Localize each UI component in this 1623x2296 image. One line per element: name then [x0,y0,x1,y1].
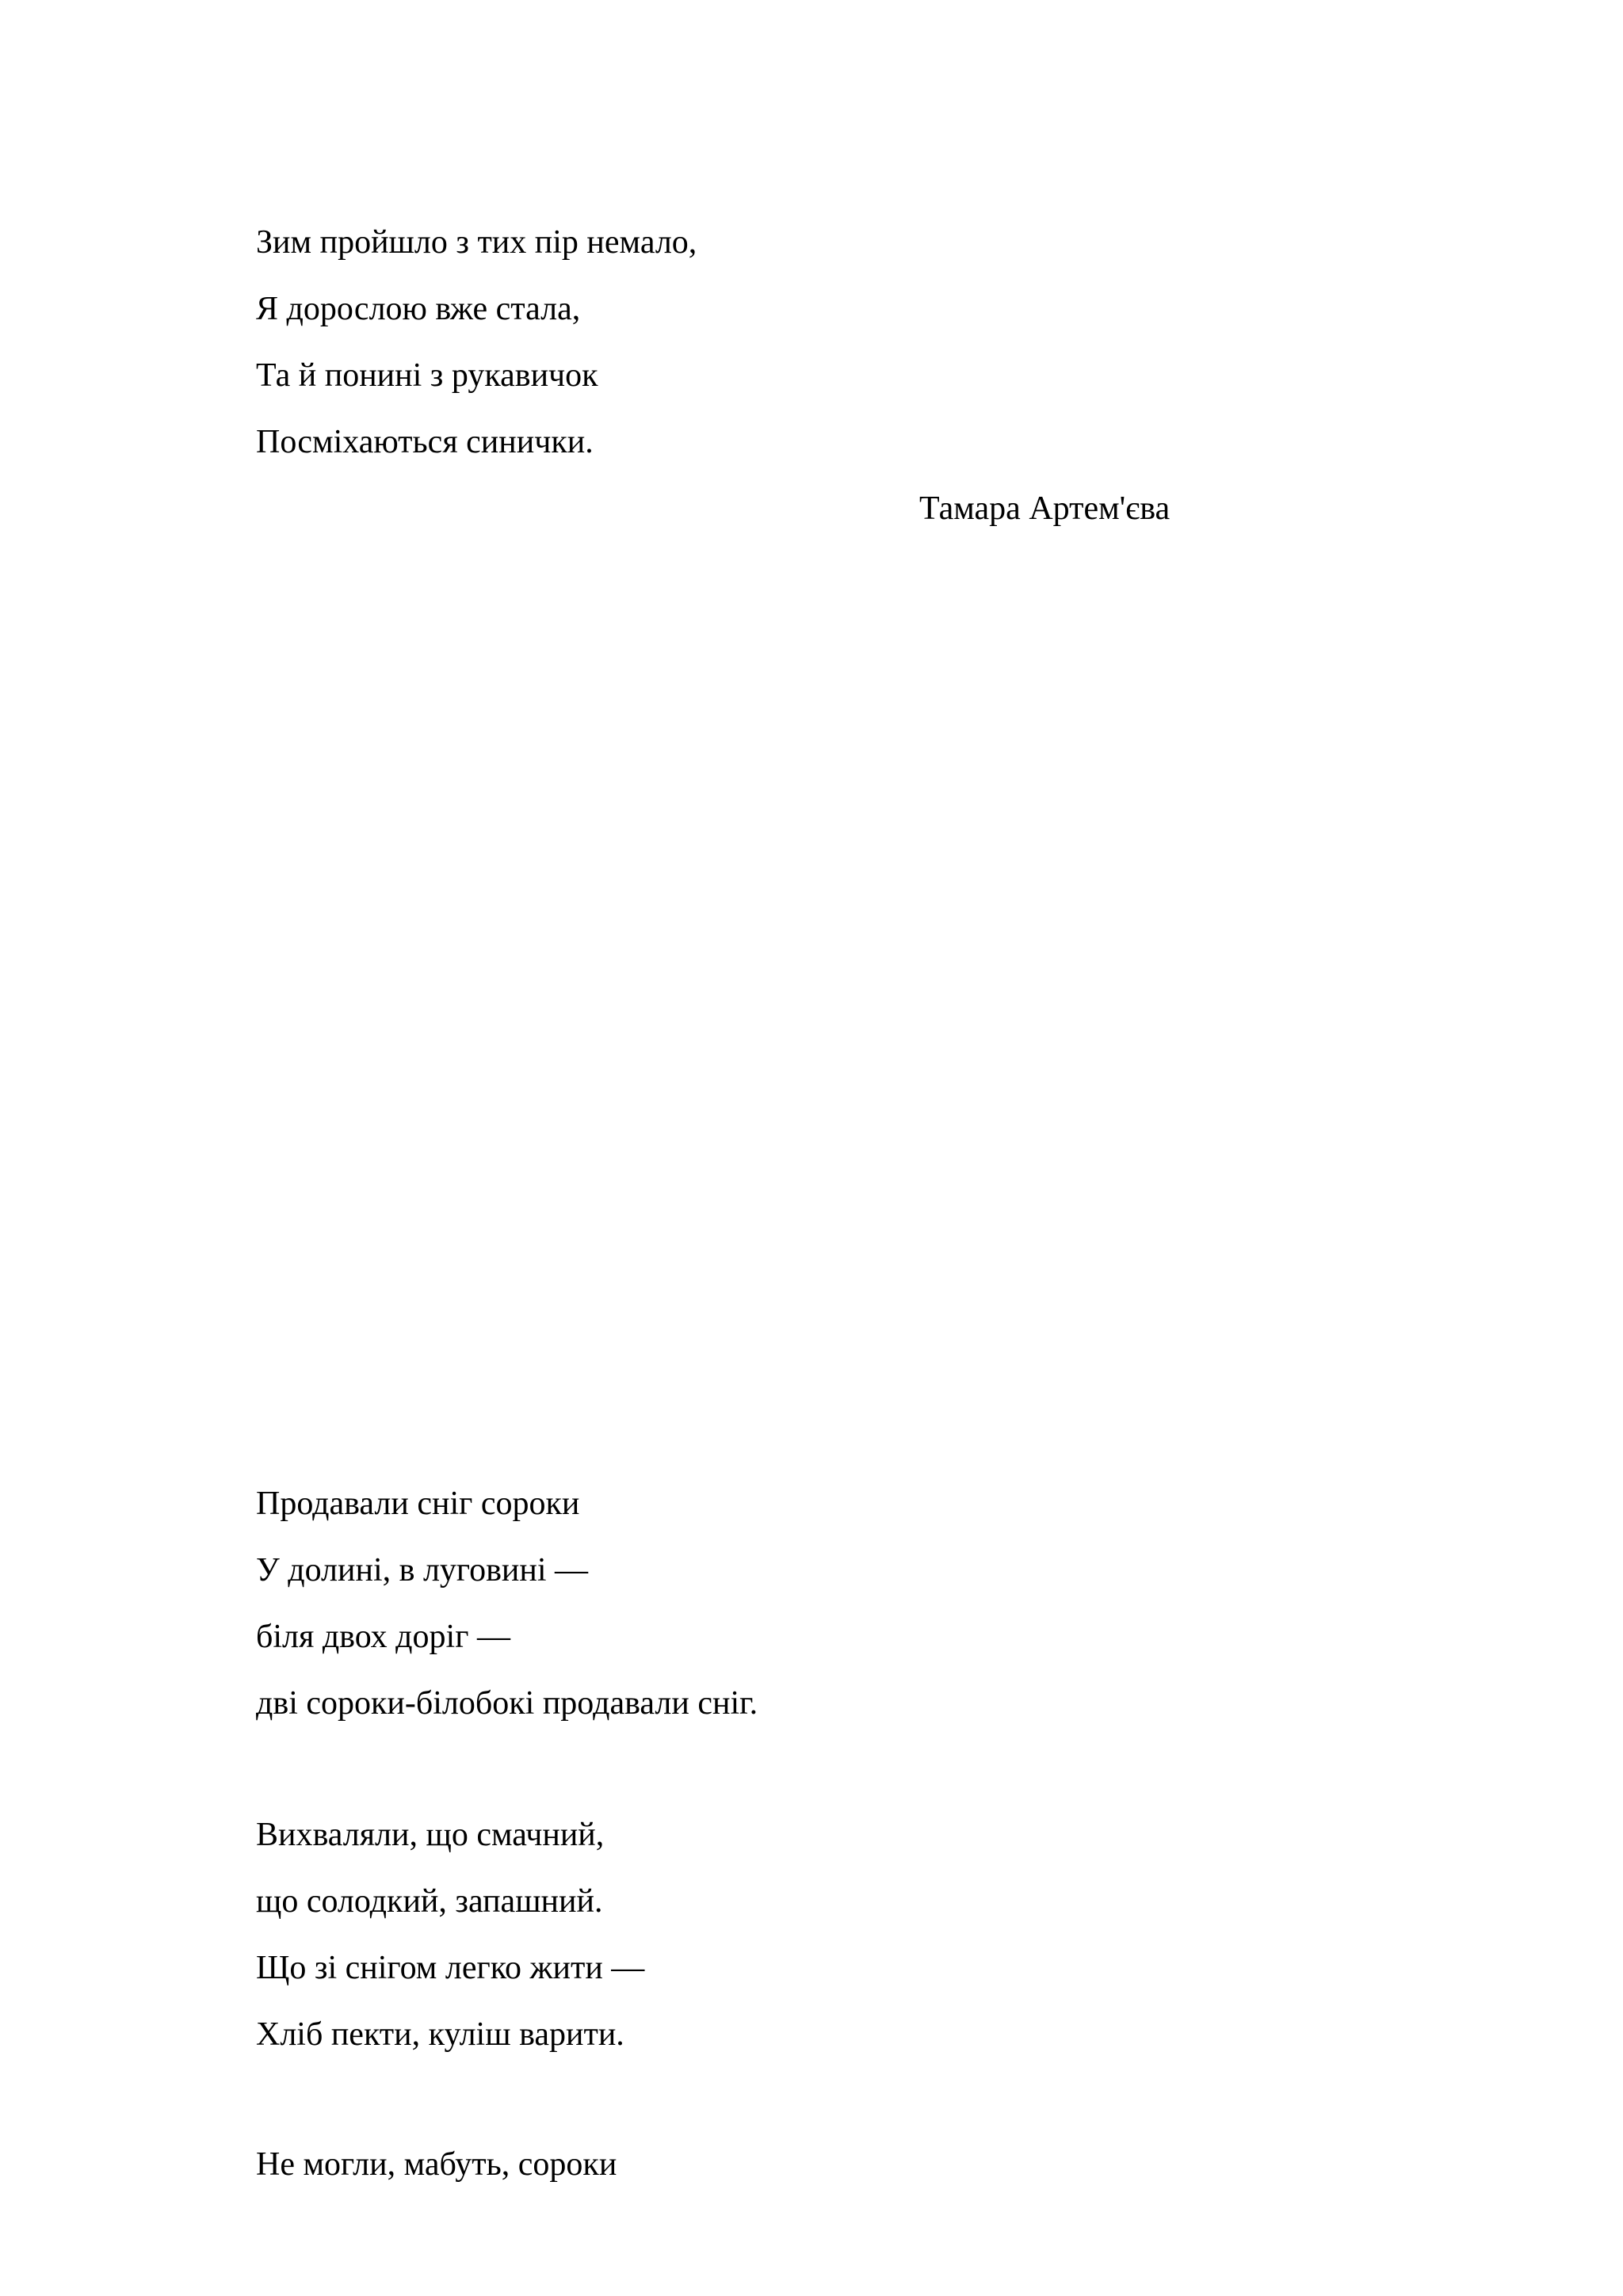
poem-author: Тамара Артем'єва [919,490,1170,527]
poem-line: Продавали сніг сороки [256,1486,580,1522]
poem-line: біля двох доріг — [256,1619,510,1655]
poem-stanza [256,1470,1445,1737]
poem-stanza [256,209,1445,475]
poem-line: Посміхаються синички. [256,424,594,460]
poem-stanza [256,2131,1445,2198]
poem-line: Зим пройшло з тих пір немало, [256,224,697,261]
poem-line: Та й понині з рукавичок [256,357,598,394]
poem-line: Хліб пекти, куліш варити. [256,2016,624,2053]
poem-line: Що зі снігом легко жити — [256,1950,645,1986]
poem-line: Вихваляли, що смачний, [256,1817,605,1853]
poem-line: Не могли, мабуть, сороки [256,2146,617,2183]
poem-stanza [256,1802,1445,2068]
poem-line: що солодкий, запашний. [256,1883,603,1920]
poem-line: У долині, в луговині — [256,1552,589,1589]
poem-line: дві сороки-білобокі продавали сніг. [256,1685,758,1722]
poem-line: Я дорослою вже стала, [256,291,581,327]
